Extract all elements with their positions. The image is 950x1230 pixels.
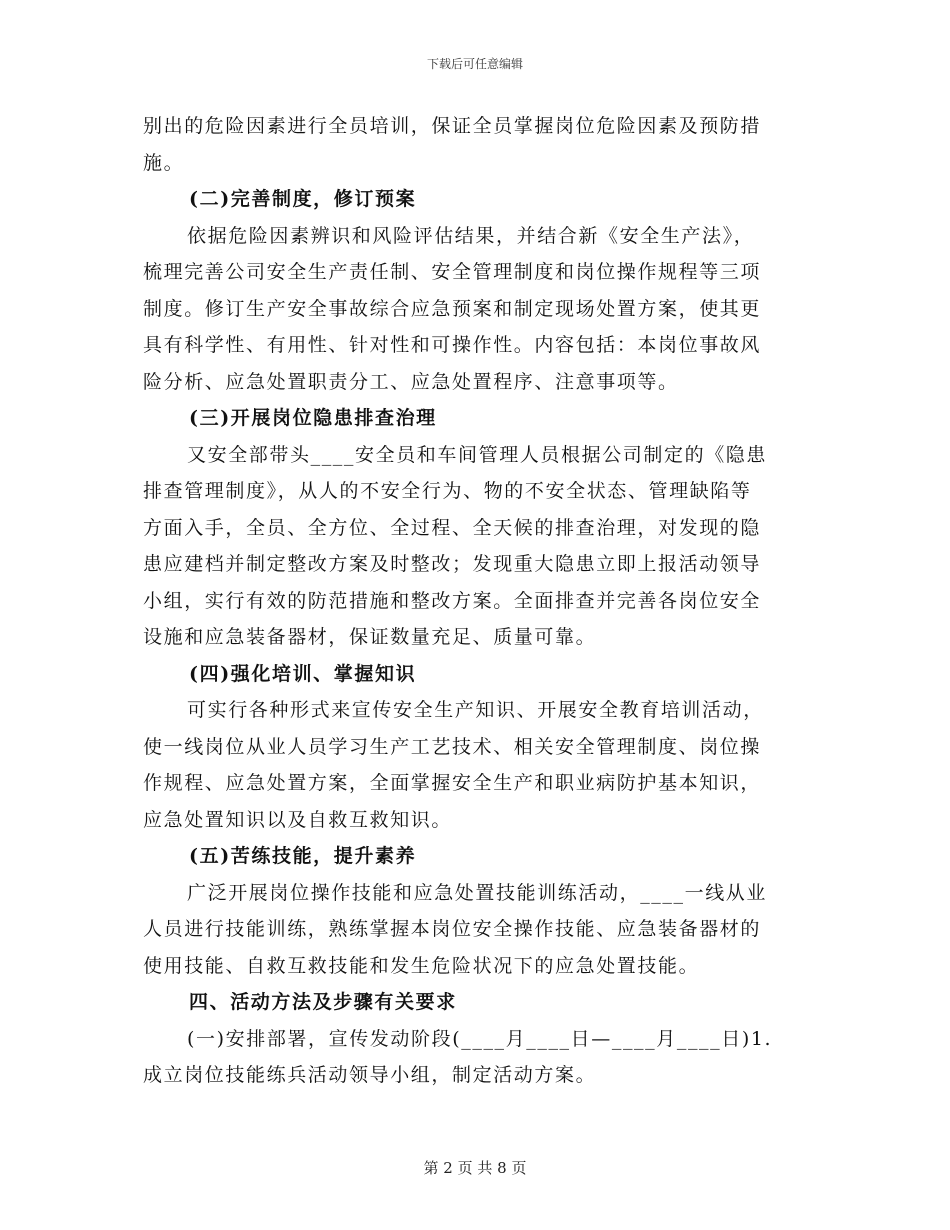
paragraph-line: 小组，实行有效的防范措施和整改方案。全面排查并完善各岗位安全 xyxy=(143,589,762,612)
section-heading: (四)强化培训、掌握知识 xyxy=(189,662,417,685)
paragraph-line: 作规程、应急处置方案，全面掌握安全生产和职业病防护基本知识， xyxy=(143,772,762,794)
paragraph-line: 成立岗位技能练兵活动领导小组，制定活动方案。 xyxy=(143,1064,597,1086)
paragraph-line: 设施和应急装备器材，保证数量充足、质量可靠。 xyxy=(143,626,597,648)
paragraph-line: 施。 xyxy=(143,151,185,174)
paragraph-line: 患应建档并制定整改方案及时整改；发现重大隐患立即上报活动领导 xyxy=(143,553,762,575)
page-number-footer: 第 2 页 共 8 页 xyxy=(423,1159,527,1177)
paragraph-line: 方面入手，全员、全方位、全过程、全天候的排查治理，对发现的隐 xyxy=(143,516,762,539)
section-heading: 四、活动方法及步骤有关要求 xyxy=(189,991,457,1013)
paragraph-line: 依据危险因素辨识和风险评估结果，并结合新《安全生产法》， xyxy=(187,224,755,247)
section-heading: (五)苦练技能，提升素养 xyxy=(189,845,417,867)
paragraph-line: 又安全部带头____安全员和车间管理人员根据公司制定的《隐患 xyxy=(187,443,768,466)
paragraph-line: 人员进行技能训练，熟练掌握本岗位安全操作技能、应急装备器材的 xyxy=(143,918,762,940)
paragraph-line: 制度。修订生产安全事故综合应急预案和制定现场处置方案，使其更 xyxy=(143,297,762,320)
section-heading: (三)开展岗位隐患排查治理 xyxy=(189,407,437,429)
paragraph-line: 具有科学性、有用性、针对性和可操作性。内容包括：本岗位事故风 xyxy=(143,334,762,356)
paragraph-line: 险分析、应急处置职责分工、应急处置程序、注意事项等。 xyxy=(143,370,679,393)
paragraph-line: 使一线岗位从业人员学习生产工艺技术、相关安全管理制度、岗位操 xyxy=(143,735,762,758)
paragraph-line: 排查管理制度》，从人的不安全行为、物的不安全状态、管理缺陷等 xyxy=(143,480,752,502)
paragraph-line: 应急处置知识以及自救互救知识。 xyxy=(143,808,453,831)
page-header-note: 下载后可任意编辑 xyxy=(426,57,523,71)
paragraph-line: 可实行各种形式来宣传安全生产知识、开展安全教育培训活动， xyxy=(187,699,764,721)
section-heading: (二)完善制度，修订预案 xyxy=(189,188,417,210)
document-body xyxy=(143,108,803,1094)
paragraph-line: (一)安排部署，宣传发动阶段(____月____日—____月____日)1. xyxy=(187,1027,773,1050)
paragraph-line: 广泛开展岗位操作技能和应急处置技能训练活动，____一线从业 xyxy=(187,881,768,904)
paragraph-line: 梳理完善公司安全生产责任制、安全管理制度和岗位操作规程等三项 xyxy=(143,261,762,283)
paragraph-line: 别出的危险因素进行全员培训，保证全员掌握岗位危险因素及预防措 xyxy=(143,115,762,137)
paragraph-line: 使用技能、自救互救技能和发生危险状况下的应急处置技能。 xyxy=(143,954,700,977)
